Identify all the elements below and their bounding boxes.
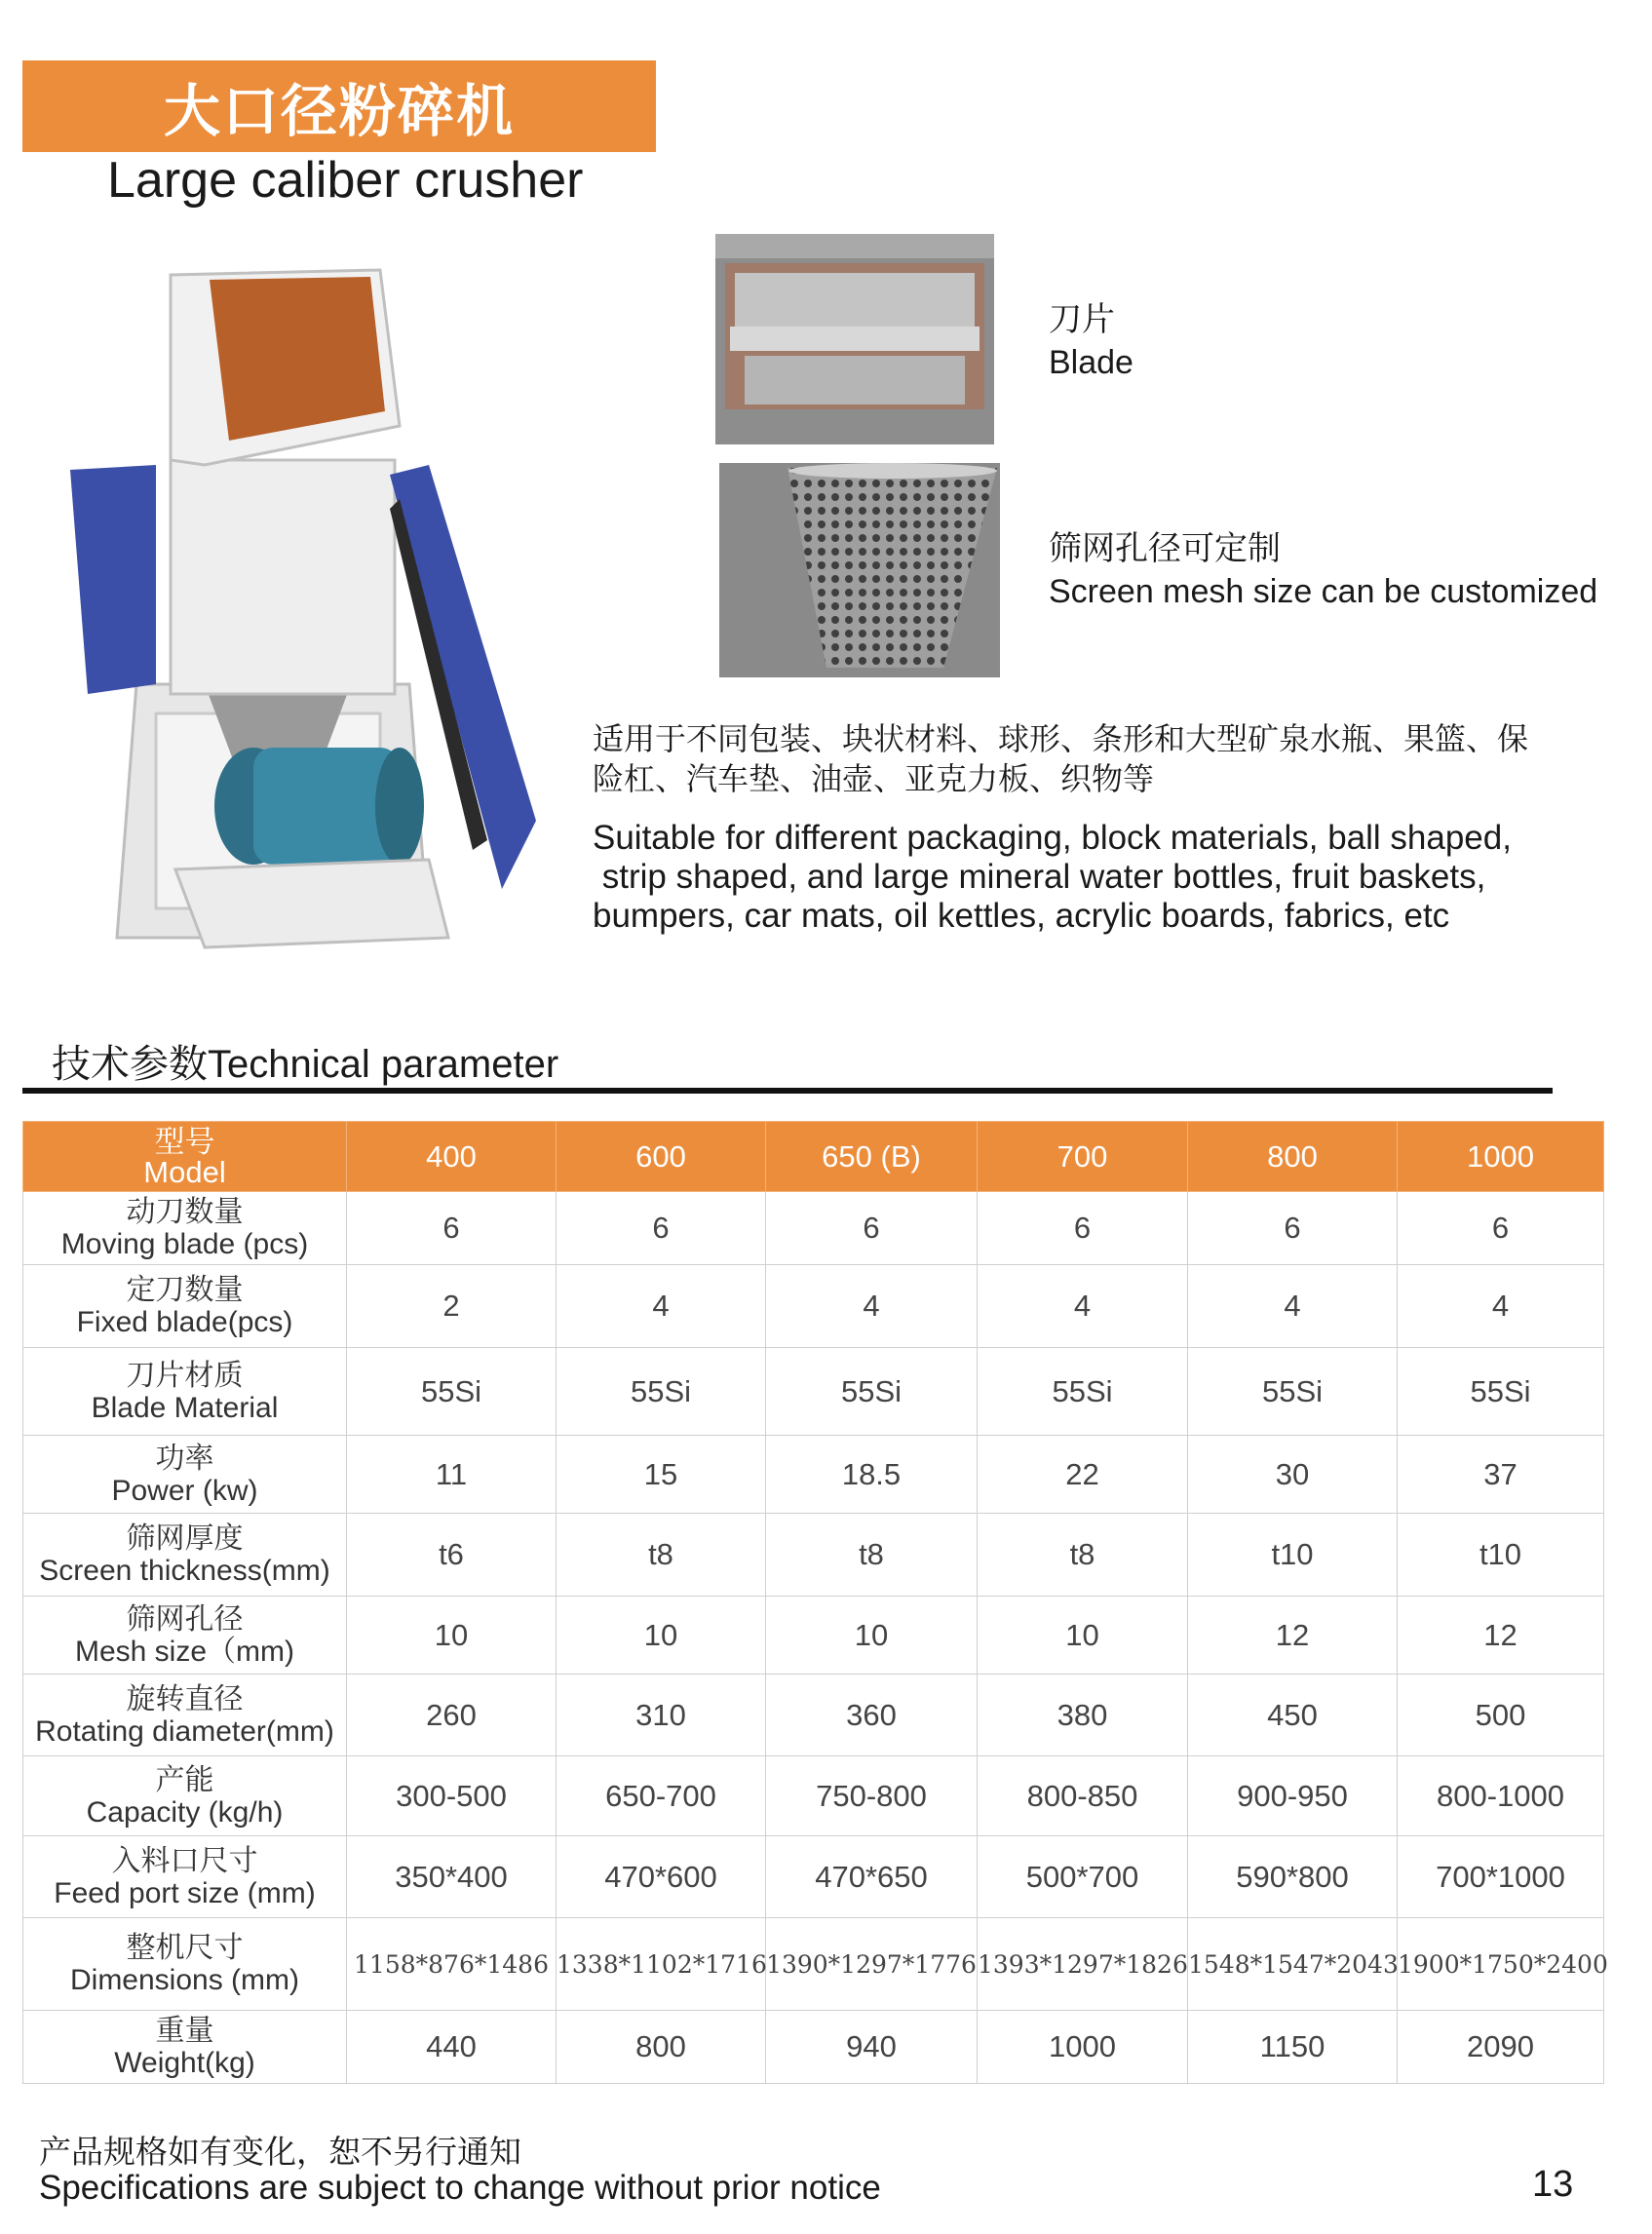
blade-photo — [715, 234, 994, 444]
header-model-cn: 型号 — [154, 1124, 215, 1159]
table-cell: 450 — [1188, 1675, 1398, 1756]
table-cell: t10 — [1188, 1514, 1398, 1597]
table-cell: 11 — [347, 1436, 557, 1514]
row-label-cn: 定刀数量 — [126, 1274, 244, 1306]
table-cell: 1158*876*1486 — [347, 1918, 557, 2011]
row-label — [23, 1436, 347, 1514]
table-cell: 55Si — [978, 1348, 1188, 1436]
screen-caption-en: Screen mesh size can be customized — [1049, 573, 1598, 610]
table-row — [23, 1675, 1604, 1756]
header-model-cell: 600 — [557, 1122, 766, 1192]
page-subtitle: Large caliber crusher — [107, 152, 584, 209]
row-label — [23, 1265, 347, 1348]
table-cell: 310 — [557, 1675, 766, 1756]
row-label — [23, 1918, 347, 2011]
description-en-line-2: strip shaped, and large mineral water bottles, fruit baskets, — [593, 858, 1486, 896]
row-label-cn: 整机尺寸 — [126, 1932, 244, 1964]
row-label-en: Power (kw) — [111, 1474, 258, 1507]
table-cell: 700*1000 — [1398, 1836, 1604, 1918]
row-label-en: Feed port size (mm) — [54, 1876, 316, 1909]
table-cell: 440 — [347, 2011, 557, 2084]
table-row — [23, 1348, 1604, 1436]
row-label — [23, 2011, 347, 2084]
row-label-en: Blade Material — [91, 1391, 279, 1424]
page-title-cn: 大口径粉碎机 — [163, 80, 515, 143]
header-model-cell: 1000 — [1398, 1122, 1604, 1192]
table-cell: 300-500 — [347, 1756, 557, 1836]
table-cell: t8 — [557, 1514, 766, 1597]
table-cell: 1900*1750*2400 — [1398, 1918, 1604, 2011]
header-model-cell: 800 — [1188, 1122, 1398, 1192]
table-cell: 470*650 — [766, 1836, 978, 1918]
header-model-label — [23, 1122, 347, 1192]
table-row — [23, 1918, 1604, 2011]
description-cn: 适用于不同包装、块状材料、球形、条形和大型矿泉水瓶、果篮、保险杠、汽车垫、油壶、亚克力板、织物等 — [593, 721, 1529, 796]
table-cell: 55Si — [1188, 1348, 1398, 1436]
table-cell: 30 — [1188, 1436, 1398, 1514]
page-title-bar — [22, 60, 656, 152]
header-model-cell: 700 — [978, 1122, 1188, 1192]
row-label — [23, 1756, 347, 1836]
table-cell: 1338*1102*1716 — [557, 1918, 766, 2011]
table-cell: 6 — [557, 1192, 766, 1265]
screen-caption — [1049, 527, 1597, 613]
table-cell: 800 — [557, 2011, 766, 2084]
table-cell: 4 — [766, 1265, 978, 1348]
blade-caption-en: Blade — [1049, 344, 1133, 381]
table-cell: 470*600 — [557, 1836, 766, 1918]
row-label-en: Capacity (kg/h) — [86, 1795, 284, 1829]
table-cell: 4 — [978, 1265, 1188, 1348]
row-label — [23, 1192, 347, 1265]
table-cell: 4 — [1188, 1265, 1398, 1348]
row-label-en: Weight(kg) — [114, 2047, 255, 2079]
table-row — [23, 1756, 1604, 1836]
table-cell: 6 — [978, 1192, 1188, 1265]
section-title: 技术参数Technical parameter — [52, 1043, 559, 1086]
table-cell: t6 — [347, 1514, 557, 1597]
spec-table — [22, 1121, 1608, 2084]
table-cell: t8 — [766, 1514, 978, 1597]
row-label-cn: 筛网孔径 — [126, 1602, 244, 1636]
table-cell: 1150 — [1188, 2011, 1398, 2084]
footer-note-cn: 产品规格如有变化，恕不另行通知 — [39, 2134, 521, 2170]
table-cell: 12 — [1398, 1597, 1604, 1675]
table-cell: 4 — [1398, 1265, 1604, 1348]
table-cell: 800-1000 — [1398, 1756, 1604, 1836]
row-label-cn: 重量 — [155, 2015, 214, 2047]
row-label — [23, 1514, 347, 1597]
table-cell: 590*800 — [1188, 1836, 1398, 1918]
table-cell: 350*400 — [347, 1836, 557, 1918]
row-label-cn: 产能 — [155, 1763, 214, 1796]
header-model-cell: 650 (B) — [766, 1122, 978, 1192]
table-cell: 12 — [1188, 1597, 1398, 1675]
table-row — [23, 1836, 1604, 1918]
table-cell: 260 — [347, 1675, 557, 1756]
table-cell: 6 — [347, 1192, 557, 1265]
table-cell: 6 — [1188, 1192, 1398, 1265]
row-label-cn: 动刀数量 — [126, 1196, 244, 1228]
table-header-row — [23, 1122, 1604, 1192]
description-en-line-3: bumpers, car mats, oil kettles, acrylic boards, fabrics, etc — [593, 897, 1450, 935]
table-cell: t10 — [1398, 1514, 1604, 1597]
table-cell: 55Si — [766, 1348, 978, 1436]
table-row — [23, 1514, 1604, 1597]
row-label-en: Fixed blade(pcs) — [76, 1306, 293, 1338]
row-label-en: Mesh size（mm) — [74, 1635, 294, 1668]
table-cell: 55Si — [1398, 1348, 1604, 1436]
table-cell: 800-850 — [978, 1756, 1188, 1836]
page-number: 13 — [1532, 2164, 1574, 2205]
table-cell: 10 — [766, 1597, 978, 1675]
table-cell: 10 — [978, 1597, 1188, 1675]
table-cell: 1390*1297*1776 — [766, 1918, 978, 2011]
row-label — [23, 1836, 347, 1918]
screen-caption-cn: 筛网孔径可定制 — [1049, 530, 1281, 567]
table-cell: 10 — [557, 1597, 766, 1675]
table-row — [23, 1436, 1604, 1514]
section-divider — [22, 1088, 1553, 1094]
table-row — [23, 1265, 1604, 1348]
table-cell: 6 — [1398, 1192, 1604, 1265]
row-label — [23, 1597, 347, 1675]
description-en-line-1: Suitable for different packaging, block materials, ball shaped, — [593, 819, 1512, 857]
table-cell: 55Si — [347, 1348, 557, 1436]
table-cell: 2 — [347, 1265, 557, 1348]
blade-caption — [1049, 298, 1133, 384]
table-cell: 22 — [978, 1436, 1188, 1514]
table-cell: 500*700 — [978, 1836, 1188, 1918]
row-label-en: Rotating diameter(mm) — [35, 1714, 334, 1748]
table-cell: 1393*1297*1826 — [978, 1918, 1188, 2011]
row-label-cn: 刀片材质 — [126, 1359, 244, 1392]
crusher-machine-photo — [58, 255, 546, 957]
table-cell: 15 — [557, 1436, 766, 1514]
table-row — [23, 1597, 1604, 1675]
screen-mesh-photo — [719, 463, 1000, 677]
row-label-cn: 旋转直径 — [126, 1682, 244, 1715]
table-cell: 10 — [347, 1597, 557, 1675]
table-cell: 360 — [766, 1675, 978, 1756]
row-label — [23, 1675, 347, 1756]
row-label-en: Screen thickness(mm) — [39, 1555, 330, 1587]
table-cell: 18.5 — [766, 1436, 978, 1514]
table-cell: 37 — [1398, 1436, 1604, 1514]
row-label-cn: 筛网厚度 — [126, 1522, 244, 1555]
header-model-cell: 400 — [347, 1122, 557, 1192]
row-label-cn: 功率 — [155, 1442, 214, 1475]
table-cell: 940 — [766, 2011, 978, 2084]
table-row — [23, 2011, 1604, 2084]
row-label-en: Moving blade (pcs) — [60, 1228, 309, 1260]
table-cell: 650-700 — [557, 1756, 766, 1836]
table-row — [23, 1192, 1604, 1265]
table-cell: 500 — [1398, 1675, 1604, 1756]
table-cell: t8 — [978, 1514, 1188, 1597]
blade-caption-cn: 刀片 — [1049, 301, 1115, 338]
header-model-en: Model — [143, 1154, 226, 1189]
row-label-en: Dimensions (mm) — [69, 1964, 300, 1996]
table-cell: 750-800 — [766, 1756, 978, 1836]
table-cell: 55Si — [557, 1348, 766, 1436]
table-cell: 4 — [557, 1265, 766, 1348]
table-cell: 2090 — [1398, 2011, 1604, 2084]
description-en — [593, 819, 1567, 936]
table-cell: 1000 — [978, 2011, 1188, 2084]
table-cell: 380 — [978, 1675, 1188, 1756]
row-label-cn: 入料口尺寸 — [111, 1844, 258, 1877]
table-cell: 900-950 — [1188, 1756, 1398, 1836]
table-cell: 1548*1547*2043 — [1188, 1918, 1398, 2011]
table-cell: 6 — [766, 1192, 978, 1265]
footer-note-en: Specifications are subject to change without prior notice — [39, 2169, 881, 2207]
row-label — [23, 1348, 347, 1436]
